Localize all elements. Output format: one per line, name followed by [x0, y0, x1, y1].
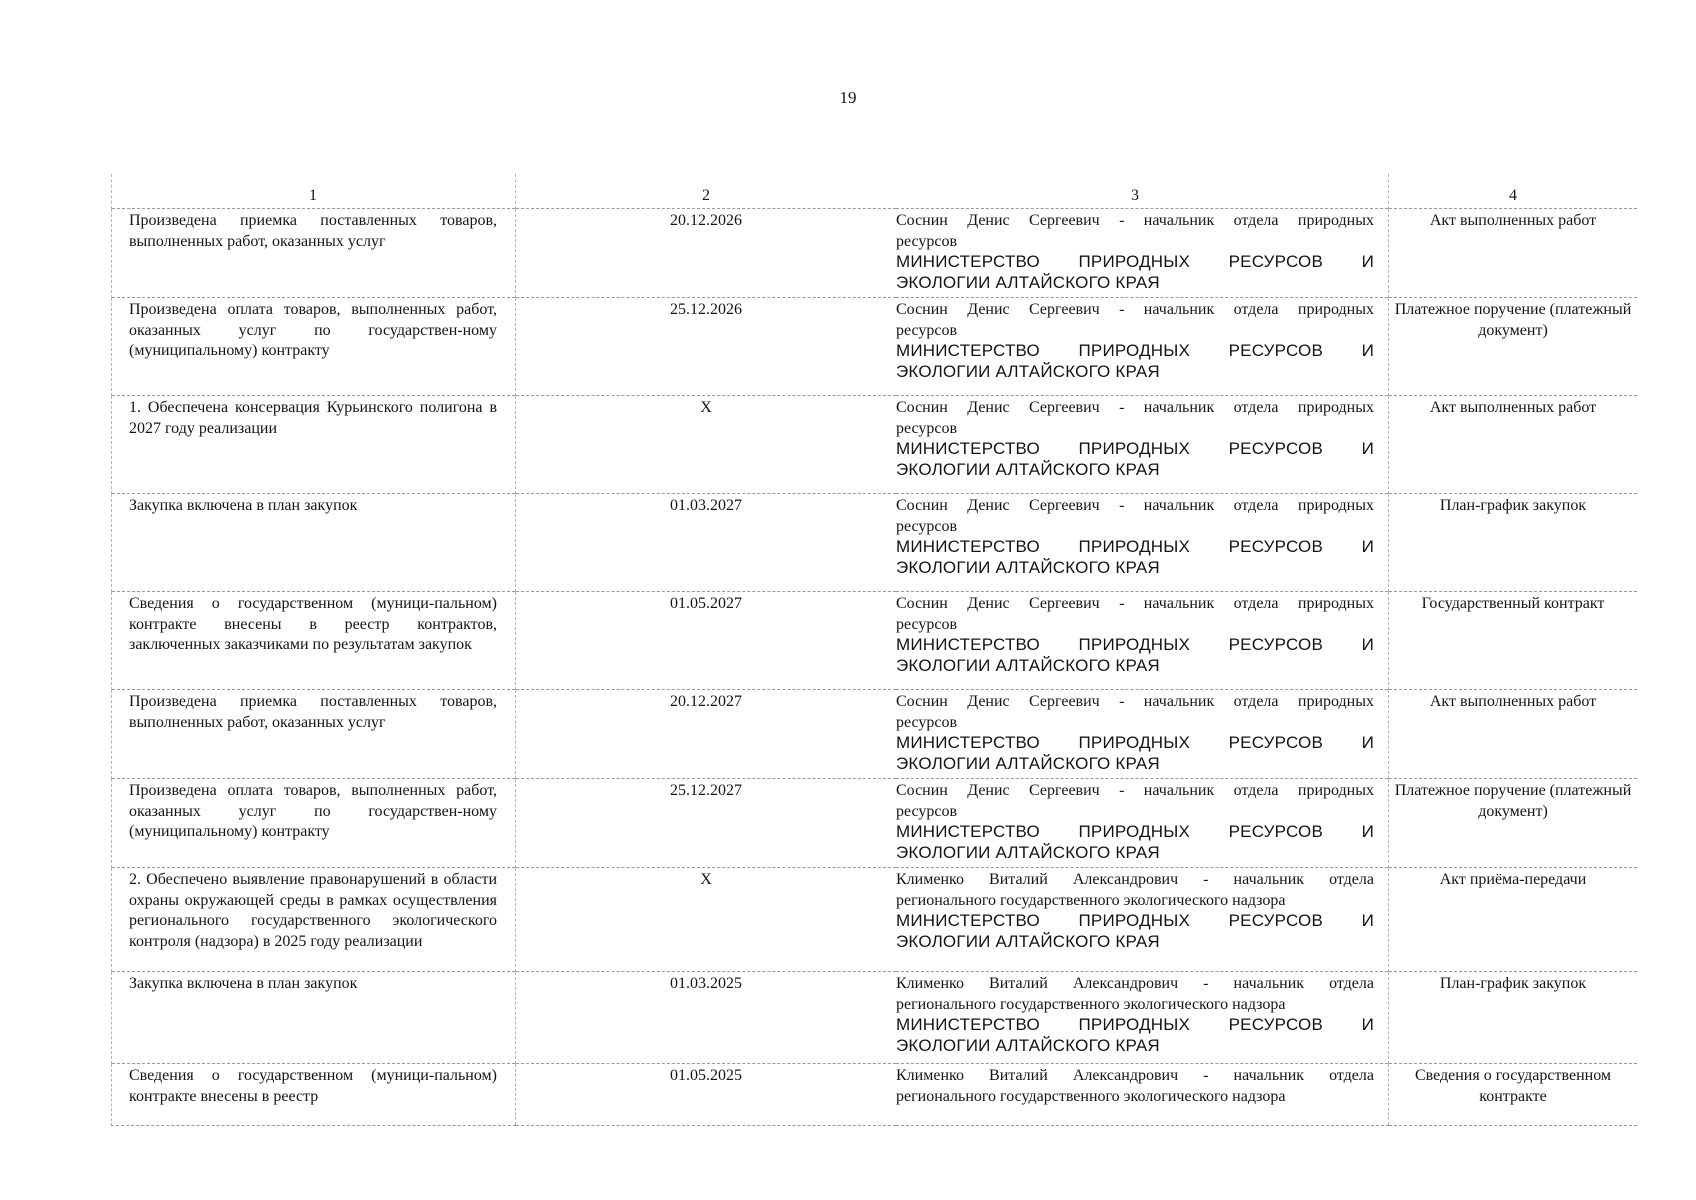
event-cell: Произведена оплата товаров, выполненных работ, оказанных услуг по государствен-ному (муниципальному) контракту: [112, 779, 516, 868]
organization-line-1: МИНИСТЕРСТВО ПРИРОДНЫХ РЕСУРСОВ И: [896, 1015, 1374, 1034]
date-cell: 25.12.2026: [516, 298, 897, 396]
date-cell: X: [516, 396, 897, 494]
table-row: [112, 592, 1638, 690]
organization: [896, 911, 1374, 952]
event-cell: Сведения о государственном (муници-пальном) контракте внесены в реестр: [112, 1064, 516, 1126]
page-number: 19: [839, 88, 857, 107]
responsible-department: ресурсов: [896, 321, 958, 339]
date-cell: 01.03.2025: [516, 972, 897, 1064]
responsible-cell: [896, 690, 1389, 779]
organization-line-2: ЭКОЛОГИИ АЛТАЙСКОГО КРАЯ: [896, 1035, 1160, 1055]
organization-line-1: МИНИСТЕРСТВО ПРИРОДНЫХ РЕСУРСОВ И: [896, 252, 1374, 271]
organization-line-2: ЭКОЛОГИИ АЛТАЙСКОГО КРАЯ: [896, 361, 1160, 381]
event-cell: Закупка включена в план закупок: [112, 972, 516, 1064]
responsible-cell: [896, 592, 1389, 690]
responsible-cell: [896, 779, 1389, 868]
organization: [896, 537, 1374, 578]
date-cell: 20.12.2026: [516, 209, 897, 298]
responsible-person: Клименко Виталий Александрович - начальник отдела: [896, 975, 1374, 992]
responsible-department: регионального государственного экологического надзора: [896, 995, 1286, 1013]
organization-line-2: ЭКОЛОГИИ АЛТАЙСКОГО КРАЯ: [896, 459, 1160, 479]
organization-line-1: МИНИСТЕРСТВО ПРИРОДНЫХ РЕСУРСОВ И: [896, 341, 1374, 360]
document-cell: План-график закупок: [1389, 494, 1638, 592]
responsible-cell: [896, 494, 1389, 592]
organization: [896, 822, 1374, 863]
date-cell: 20.12.2027: [516, 690, 897, 779]
table-row: [112, 868, 1638, 972]
responsible-department: ресурсов: [896, 517, 958, 535]
event-cell: 2. Обеспечено выявление правонарушений в области охраны окружающей среды в рамках осуществления регионального государственного экологического контроля (надзора) в 2025 году реализации: [112, 868, 516, 972]
organization: [896, 733, 1374, 774]
table-row: [112, 972, 1638, 1064]
responsible-cell: [896, 972, 1389, 1064]
responsible-cell: [896, 209, 1389, 298]
table-row: [112, 779, 1638, 868]
organization-line-2: ЭКОЛОГИИ АЛТАЙСКОГО КРАЯ: [896, 931, 1160, 951]
responsible-department: регионального государственного экологического надзора: [896, 1087, 1286, 1105]
responsible-cell: [896, 1064, 1389, 1126]
event-cell: Сведения о государственном (муници-пальном) контракте внесены в реестр контрактов, заключенных заказчиками по результатам закупок: [112, 592, 516, 690]
table-row: [112, 298, 1638, 396]
organization-line-1: МИНИСТЕРСТВО ПРИРОДНЫХ РЕСУРСОВ И: [896, 635, 1374, 654]
responsible-person: Соснин Денис Сергеевич - начальник отдела природных: [896, 399, 1374, 416]
responsible-department: ресурсов: [896, 615, 958, 633]
organization: [896, 439, 1374, 480]
responsible-department: регионального государственного экологического надзора: [896, 891, 1286, 909]
organization-line-2: ЭКОЛОГИИ АЛТАЙСКОГО КРАЯ: [896, 272, 1160, 292]
date-cell: 01.05.2027: [516, 592, 897, 690]
responsible-person: Соснин Денис Сергеевич - начальник отдела природных: [896, 595, 1374, 612]
event-cell: Произведена оплата товаров, выполненных работ, оказанных услуг по государствен-ному (муниципальному) контракту: [112, 298, 516, 396]
organization-line-1: МИНИСТЕРСТВО ПРИРОДНЫХ РЕСУРСОВ И: [896, 822, 1374, 841]
responsible-person: Клименко Виталий Александрович - начальник отдела: [896, 871, 1374, 888]
table-row: [112, 690, 1638, 779]
organization-line-2: ЭКОЛОГИИ АЛТАЙСКОГО КРАЯ: [896, 753, 1160, 773]
organization-line-1: МИНИСТЕРСТВО ПРИРОДНЫХ РЕСУРСОВ И: [896, 537, 1374, 556]
column-header-3: 3: [1131, 187, 1139, 204]
date-cell: 25.12.2027: [516, 779, 897, 868]
responsible-person: Соснин Денис Сергеевич - начальник отдела природных: [896, 212, 1374, 229]
organization: [896, 341, 1374, 382]
responsible-department: ресурсов: [896, 713, 958, 731]
document-cell: План-график закупок: [1389, 972, 1638, 1064]
responsible-person: Соснин Денис Сергеевич - начальник отдела природных: [896, 497, 1374, 514]
responsible-person: Соснин Денис Сергеевич - начальник отдела природных: [896, 301, 1374, 318]
document-cell: Акт выполненных работ: [1389, 396, 1638, 494]
table-row: [112, 1064, 1638, 1126]
document-cell: Государственный контракт: [1389, 592, 1638, 690]
organization-line-1: МИНИСТЕРСТВО ПРИРОДНЫХ РЕСУРСОВ И: [896, 439, 1374, 458]
plan-table: [111, 174, 1637, 1126]
responsible-cell: [896, 868, 1389, 972]
organization: [896, 1015, 1374, 1056]
responsible-cell: [896, 396, 1389, 494]
organization-line-2: ЭКОЛОГИИ АЛТАЙСКОГО КРАЯ: [896, 655, 1160, 675]
document-cell: Акт приёма-передачи: [1389, 868, 1638, 972]
responsible-person: Соснин Денис Сергеевич - начальник отдела природных: [896, 693, 1374, 710]
organization-line-2: ЭКОЛОГИИ АЛТАЙСКОГО КРАЯ: [896, 842, 1160, 862]
responsible-department: ресурсов: [896, 802, 958, 820]
column-header-4: 4: [1389, 174, 1638, 209]
responsible-person: Соснин Денис Сергеевич - начальник отдела природных: [896, 782, 1374, 799]
organization: [896, 635, 1374, 676]
header-row: [112, 174, 1638, 209]
date-cell: 01.05.2025: [516, 1064, 897, 1126]
document-cell: Платежное поручение (платежный документ): [1389, 779, 1638, 868]
column-header-2: 2: [516, 174, 897, 209]
event-cell: Закупка включена в план закупок: [112, 494, 516, 592]
organization: [896, 252, 1374, 293]
organization-line-1: МИНИСТЕРСТВО ПРИРОДНЫХ РЕСУРСОВ И: [896, 911, 1374, 930]
organization-line-2: ЭКОЛОГИИ АЛТАЙСКОГО КРАЯ: [896, 557, 1160, 577]
responsible-department: ресурсов: [896, 419, 958, 437]
event-cell: 1. Обеспечена консервация Курьинского полигона в 2027 году реализации: [112, 396, 516, 494]
document-cell: Акт выполненных работ: [1389, 690, 1638, 779]
responsible-department: ресурсов: [896, 232, 958, 250]
date-cell: 01.03.2027: [516, 494, 897, 592]
document-cell: Платежное поручение (платежный документ): [1389, 298, 1638, 396]
table-row: [112, 396, 1638, 494]
column-header-1: 1: [112, 174, 516, 209]
document-cell: Акт выполненных работ: [1389, 209, 1638, 298]
event-cell: Произведена приемка поставленных товаров, выполненных работ, оказанных услуг: [112, 209, 516, 298]
event-cell: Произведена приемка поставленных товаров, выполненных работ, оказанных услуг: [112, 690, 516, 779]
document-cell: Сведения о государственном контракте: [1389, 1064, 1638, 1126]
organization-line-1: МИНИСТЕРСТВО ПРИРОДНЫХ РЕСУРСОВ И: [896, 733, 1374, 752]
responsible-person: Клименко Виталий Александрович - начальник отдела: [896, 1067, 1374, 1084]
table-row: [112, 494, 1638, 592]
date-cell: X: [516, 868, 897, 972]
table-row: [112, 209, 1638, 298]
responsible-cell: [896, 298, 1389, 396]
